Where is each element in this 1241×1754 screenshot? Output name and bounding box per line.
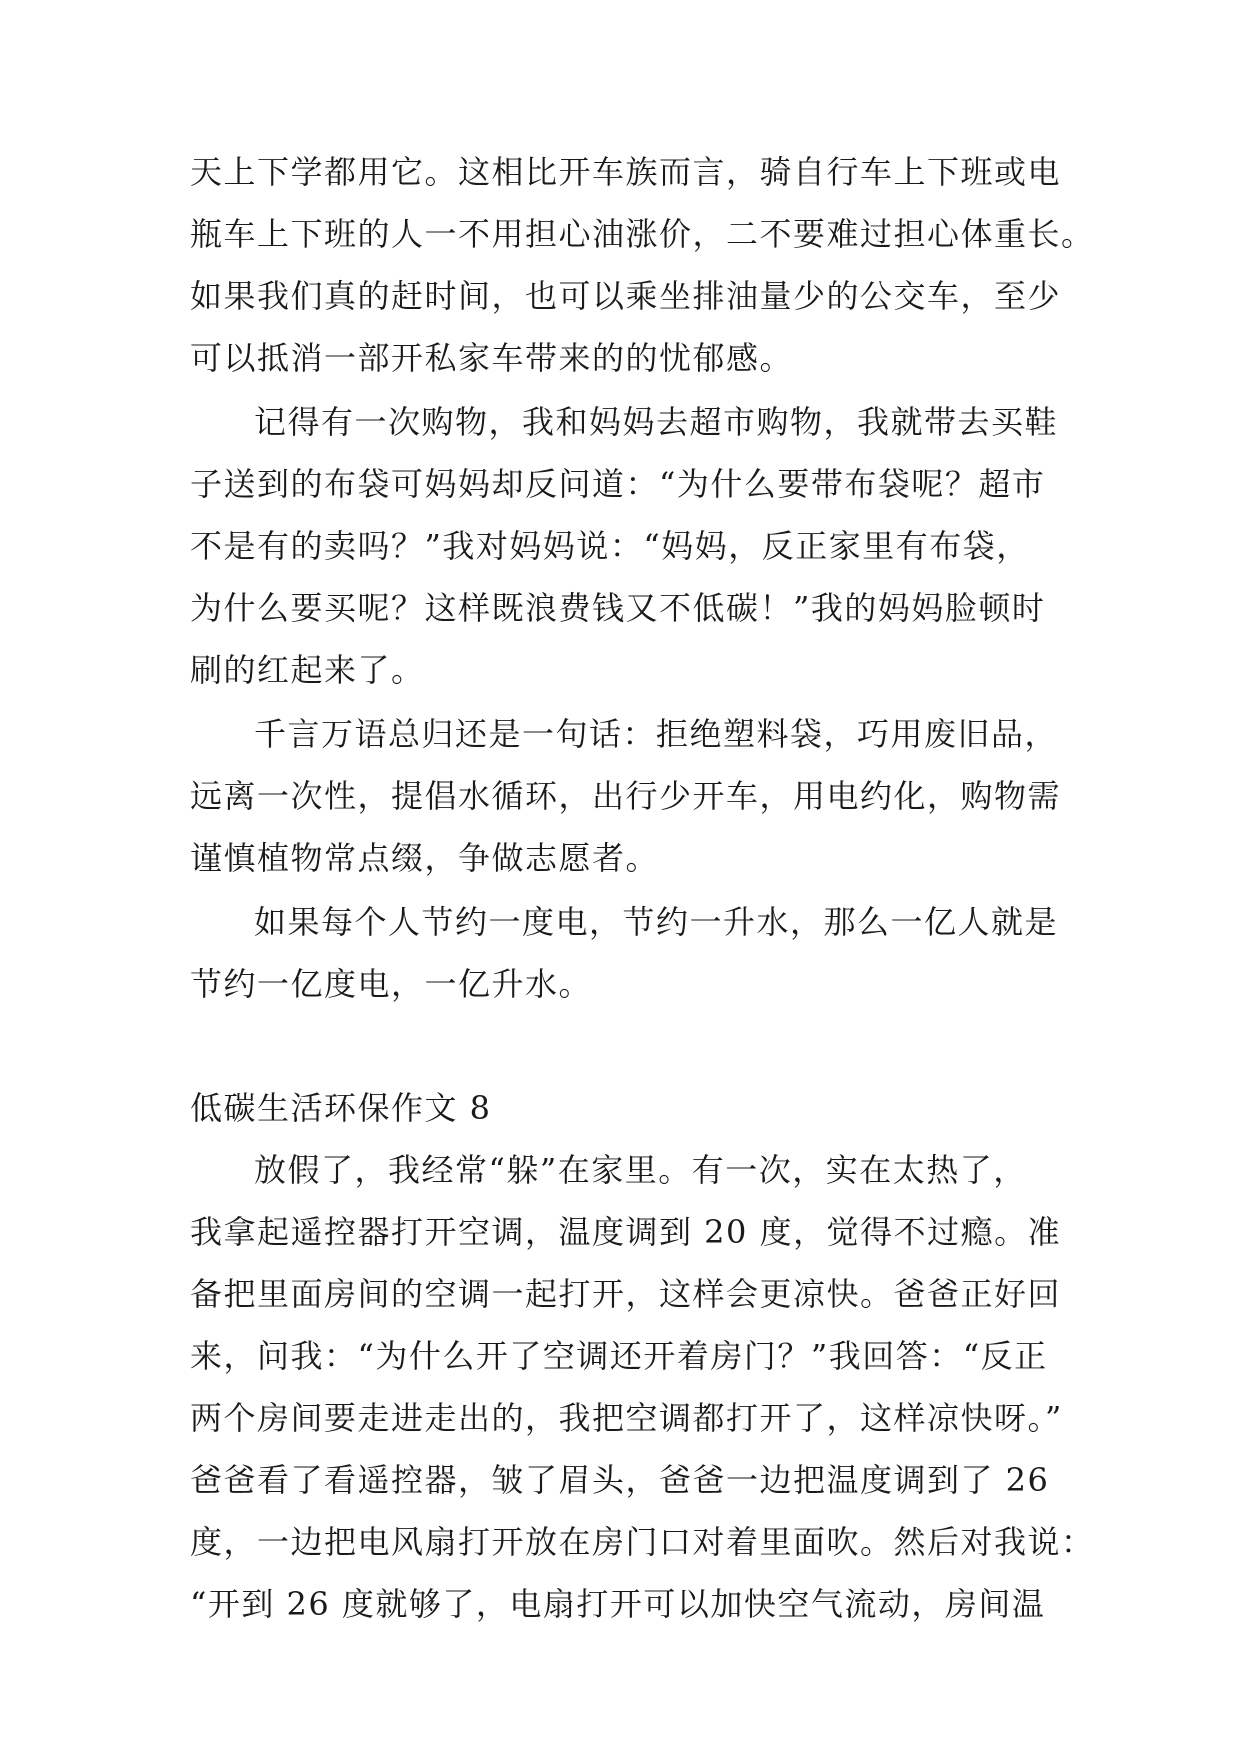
text-line: 瓶车上下班的人一不用担心油涨价，二不要难过担心体重长。 [190, 215, 1095, 253]
text-line: 远离一次性，提倡水循环，出行少开车，用电约化，购物需 [190, 777, 1062, 815]
paragraph-start-line: 放假了，我经常“躲”在家里。有一次，实在太热了， [254, 1151, 1027, 1189]
text-line: 为什么要买呢？这样既浪费钱又不低碳！”我的妈妈脸顿时 [190, 589, 1046, 627]
text-line: 我拿起遥控器打开空调，温度调到 20 度，觉得不过瘾。准 [190, 1213, 1062, 1251]
text-line: 谨慎植物常点缀，争做志愿者。 [190, 839, 660, 877]
text-line: 如果我们真的赶时间，也可以乘坐排油量少的公交车，至少 [190, 277, 1062, 315]
text-line: 爸爸看了看遥控器，皱了眉头，爸爸一边把温度调到了 26 [190, 1461, 1050, 1499]
section-heading: 低碳生活环保作文 8 [190, 1089, 492, 1127]
text-line: 两个房间要走进走出的，我把空调都打开了，这样凉快呀。” [190, 1399, 1063, 1437]
text-line: 子送到的布袋可妈妈却反问道：“为什么要带布袋呢？超市 [190, 465, 1046, 503]
paragraph-start-line: 千言万语总归还是一句话：拒绝塑料袋，巧用废旧品， [254, 715, 1059, 753]
text-line: 天上下学都用它。这相比开车族而言，骑自行车上下班或电 [190, 153, 1062, 191]
text-line: “开到 26 度就够了，电扇打开可以加快空气流动，房间温 [190, 1585, 1046, 1623]
text-line: 备把里面房间的空调一起打开，这样会更凉快。爸爸正好回 [190, 1275, 1062, 1313]
text-line: 节约一亿度电，一亿升水。 [190, 965, 593, 1003]
paragraph-start-line: 记得有一次购物，我和妈妈去超市购物，我就带去买鞋 [254, 403, 1059, 441]
text-line: 度，一边把电风扇打开放在房门口对着里面吹。然后对我说： [190, 1523, 1095, 1561]
text-line: 可以抵消一部开私家车带来的的忧郁感。 [190, 339, 794, 377]
paragraph-start-line: 如果每个人节约一度电，节约一升水，那么一亿人就是 [254, 903, 1059, 941]
text-line: 刷的红起来了。 [190, 651, 425, 689]
text-line: 来，问我：“为什么开了空调还开着房门？”我回答：“反正 [190, 1337, 1048, 1375]
text-line: 不是有的卖吗？”我对妈妈说：“妈妈，反正家里有布袋， [190, 527, 1030, 565]
